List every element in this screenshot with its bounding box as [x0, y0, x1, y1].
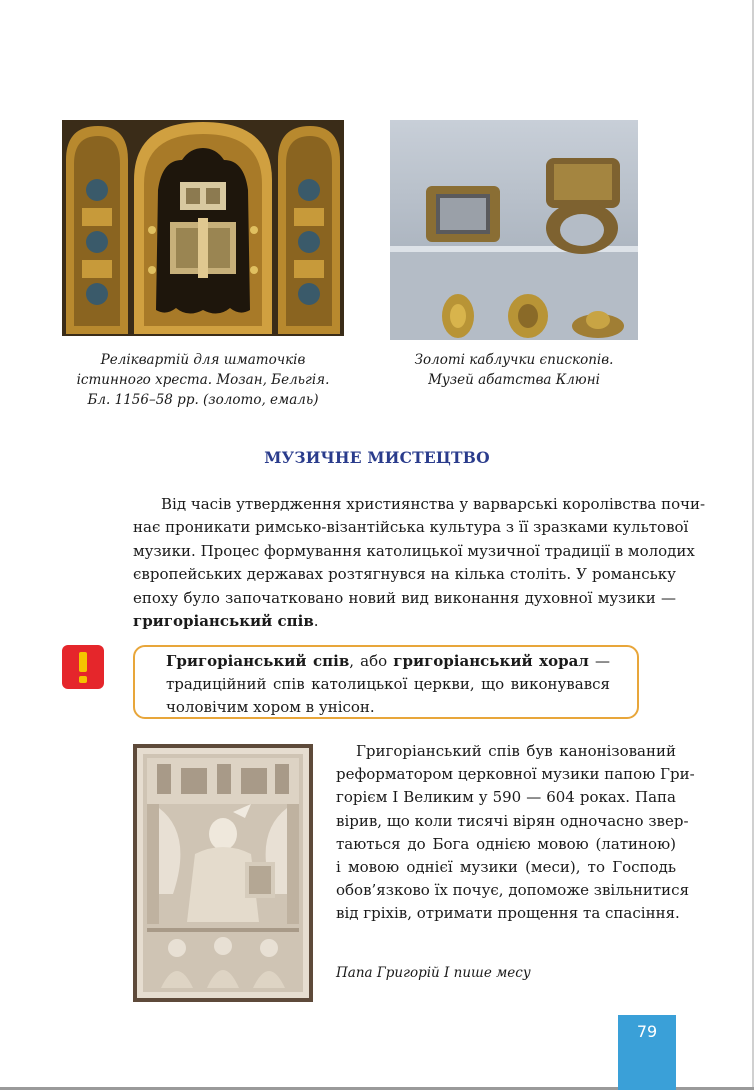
- paragraph-line: нає проникати римсько-візантійська культура з її зразками культової: [133, 518, 689, 537]
- paragraph-line: [133, 610, 676, 633]
- rings-caption: [390, 350, 638, 390]
- paragraph-line: від гріхів, отримати прощення та спасіння.: [336, 904, 680, 923]
- reliquary-image: [62, 120, 344, 336]
- page-number: 79: [636, 1022, 658, 1041]
- definition-text: [166, 650, 610, 719]
- paragraph-line: вірив, що коли тисячі вірян одночасно звер-: [336, 811, 689, 830]
- caption-line: Бл. 1156–58 рр. (золото, емаль): [87, 392, 319, 408]
- exclamation-icon: [62, 645, 104, 689]
- paragraph-line: епоху було започатковано новий вид виконання духовної музики —: [133, 588, 676, 607]
- punctuation: .: [313, 612, 319, 631]
- definition-term-alt: григоріанський хорал: [393, 652, 589, 670]
- definition-connector: , або: [349, 652, 394, 670]
- paragraph-line: Григоріанський спів був канонізований: [356, 742, 676, 760]
- paragraph-line: і мовою однієї музики (меси), то Господь: [336, 858, 676, 877]
- definition-dash: —: [588, 652, 610, 670]
- caption-line: Реліквартій для шматочків: [100, 352, 306, 368]
- paragraph-line: Від часів утвердження християнства у варварські королівства почи-: [161, 495, 706, 513]
- definition-line: [166, 650, 610, 673]
- caption-line: Золоті каблучки єпископів.: [414, 352, 614, 368]
- definition-line: чоловічим хором в унісон.: [166, 698, 375, 716]
- paragraph-line: музики. Процес формування католицької музичної традиції в молодих: [133, 541, 695, 560]
- rings-image: [390, 120, 638, 340]
- section-heading: МУЗИЧНЕ МИСТЕЦТВО: [264, 448, 490, 467]
- gregorian-paragraph: [336, 740, 695, 926]
- paragraph-line: горієм І Великим у 590 — 604 роках. Папа: [336, 788, 676, 807]
- paragraph-line: обов’язково їх почує, допоможе звільнитися: [336, 881, 690, 900]
- intro-paragraph: [133, 493, 706, 633]
- ivory-relief-image: [133, 744, 313, 1002]
- paragraph-line: реформатором церковної музики папою Гри-: [336, 765, 695, 784]
- reliquary-caption: [62, 350, 344, 410]
- caption-line: істинного хреста. Мозан, Бельгія.: [76, 372, 330, 388]
- ivory-caption: Папа Григорій І пише месу: [336, 965, 531, 981]
- definition-term: Григоріанський спів: [166, 652, 350, 670]
- caption-line: Музей абатства Клюні: [428, 372, 600, 388]
- definition-line: традиційний спів католицької церкви, що виконувався: [166, 675, 610, 693]
- key-term: григоріанський спів: [133, 612, 314, 631]
- paragraph-line: таються до Бога однією мовою (латиною): [336, 834, 676, 853]
- paragraph-line: європейських державах розтягнувся на кілька століть. У романську: [133, 565, 676, 584]
